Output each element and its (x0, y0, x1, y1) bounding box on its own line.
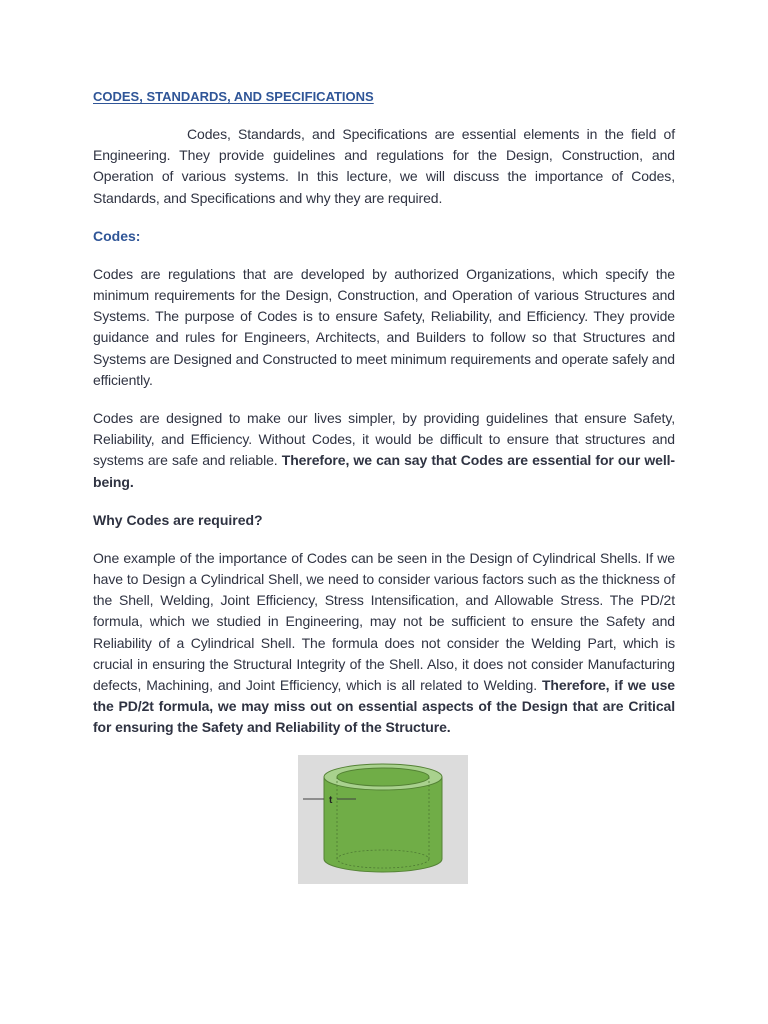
document-page (93, 86, 675, 739)
why-codes-paragraph-emphasis: Therefore, if we use the PD/2t formula, we may miss out on essential aspects of the Design that are Critical for ensuring the Safety and Reliability of the Structure. (93, 677, 675, 736)
thickness-label: t (329, 795, 333, 806)
document-title: CODES, STANDARDS, AND SPECIFICATIONS (93, 89, 374, 104)
shell-body (324, 777, 442, 872)
codes-paragraph-2 (93, 408, 675, 493)
why-codes-paragraph (93, 548, 675, 739)
cylindrical-shell-figure (298, 755, 468, 884)
codes-paragraph-2-text: Codes are designed to make our lives simpler, by providing guidelines that ensure Safety, Reliability, and Efficiency. Without Codes, it would be difficult to ensure that structures and systems are safe and reliable. (93, 410, 675, 469)
codes-paragraph-1: Codes are regulations that are developed by authorized Organizations, which specify the minimum requirements for the Design, Construction, and Operation of various Structures and Systems. The purpose of Codes is to ensure Safety, Reliability, and Efficiency. They provide guidance and rules for Engineers, Architects, and Builders to follow so that Structures and Systems are Designed and Constructed to meet minimum requirements and operate safely and efficiently. (93, 265, 675, 388)
shell-inner-opening (337, 768, 429, 786)
why-codes-paragraph-text: One example of the importance of Codes can be seen in the Design of Cylindrical Shells. If we have to Design a Cylindrical Shell, we need to consider various factors such as the thickness of the Shell, Welding, Joint Efficiency, Stress Intensification, and Allowable Stress. The PD/2t formula, which we studied in Engineering, may not be sufficient to ensure the Safety and Reliability of a Cylindrical Shell. The formula does not consider the Welding Part, which is crucial in ensuring the Structural Integrity of the Shell. Also, it does not consider Manufacturing defects, Machining, and Joint Efficiency, which is all related to Welding. (93, 549, 675, 694)
intro-paragraph: Codes, Standards, and Specifications are essential elements in the field of Engineering. They provide guidelines and regulations for the Design, Construction, and Operation of various systems. In this lecture, we will discuss the importance of Codes, Standards, and Specifications and why they are required. (93, 126, 675, 206)
cylinder-diagram (298, 755, 468, 884)
why-codes-heading: Why Codes are required? (93, 511, 263, 528)
codes-heading: Codes: (93, 227, 141, 244)
codes-paragraph-2-emphasis: Therefore, we can say that Codes are essential for our well-being. (93, 452, 675, 490)
